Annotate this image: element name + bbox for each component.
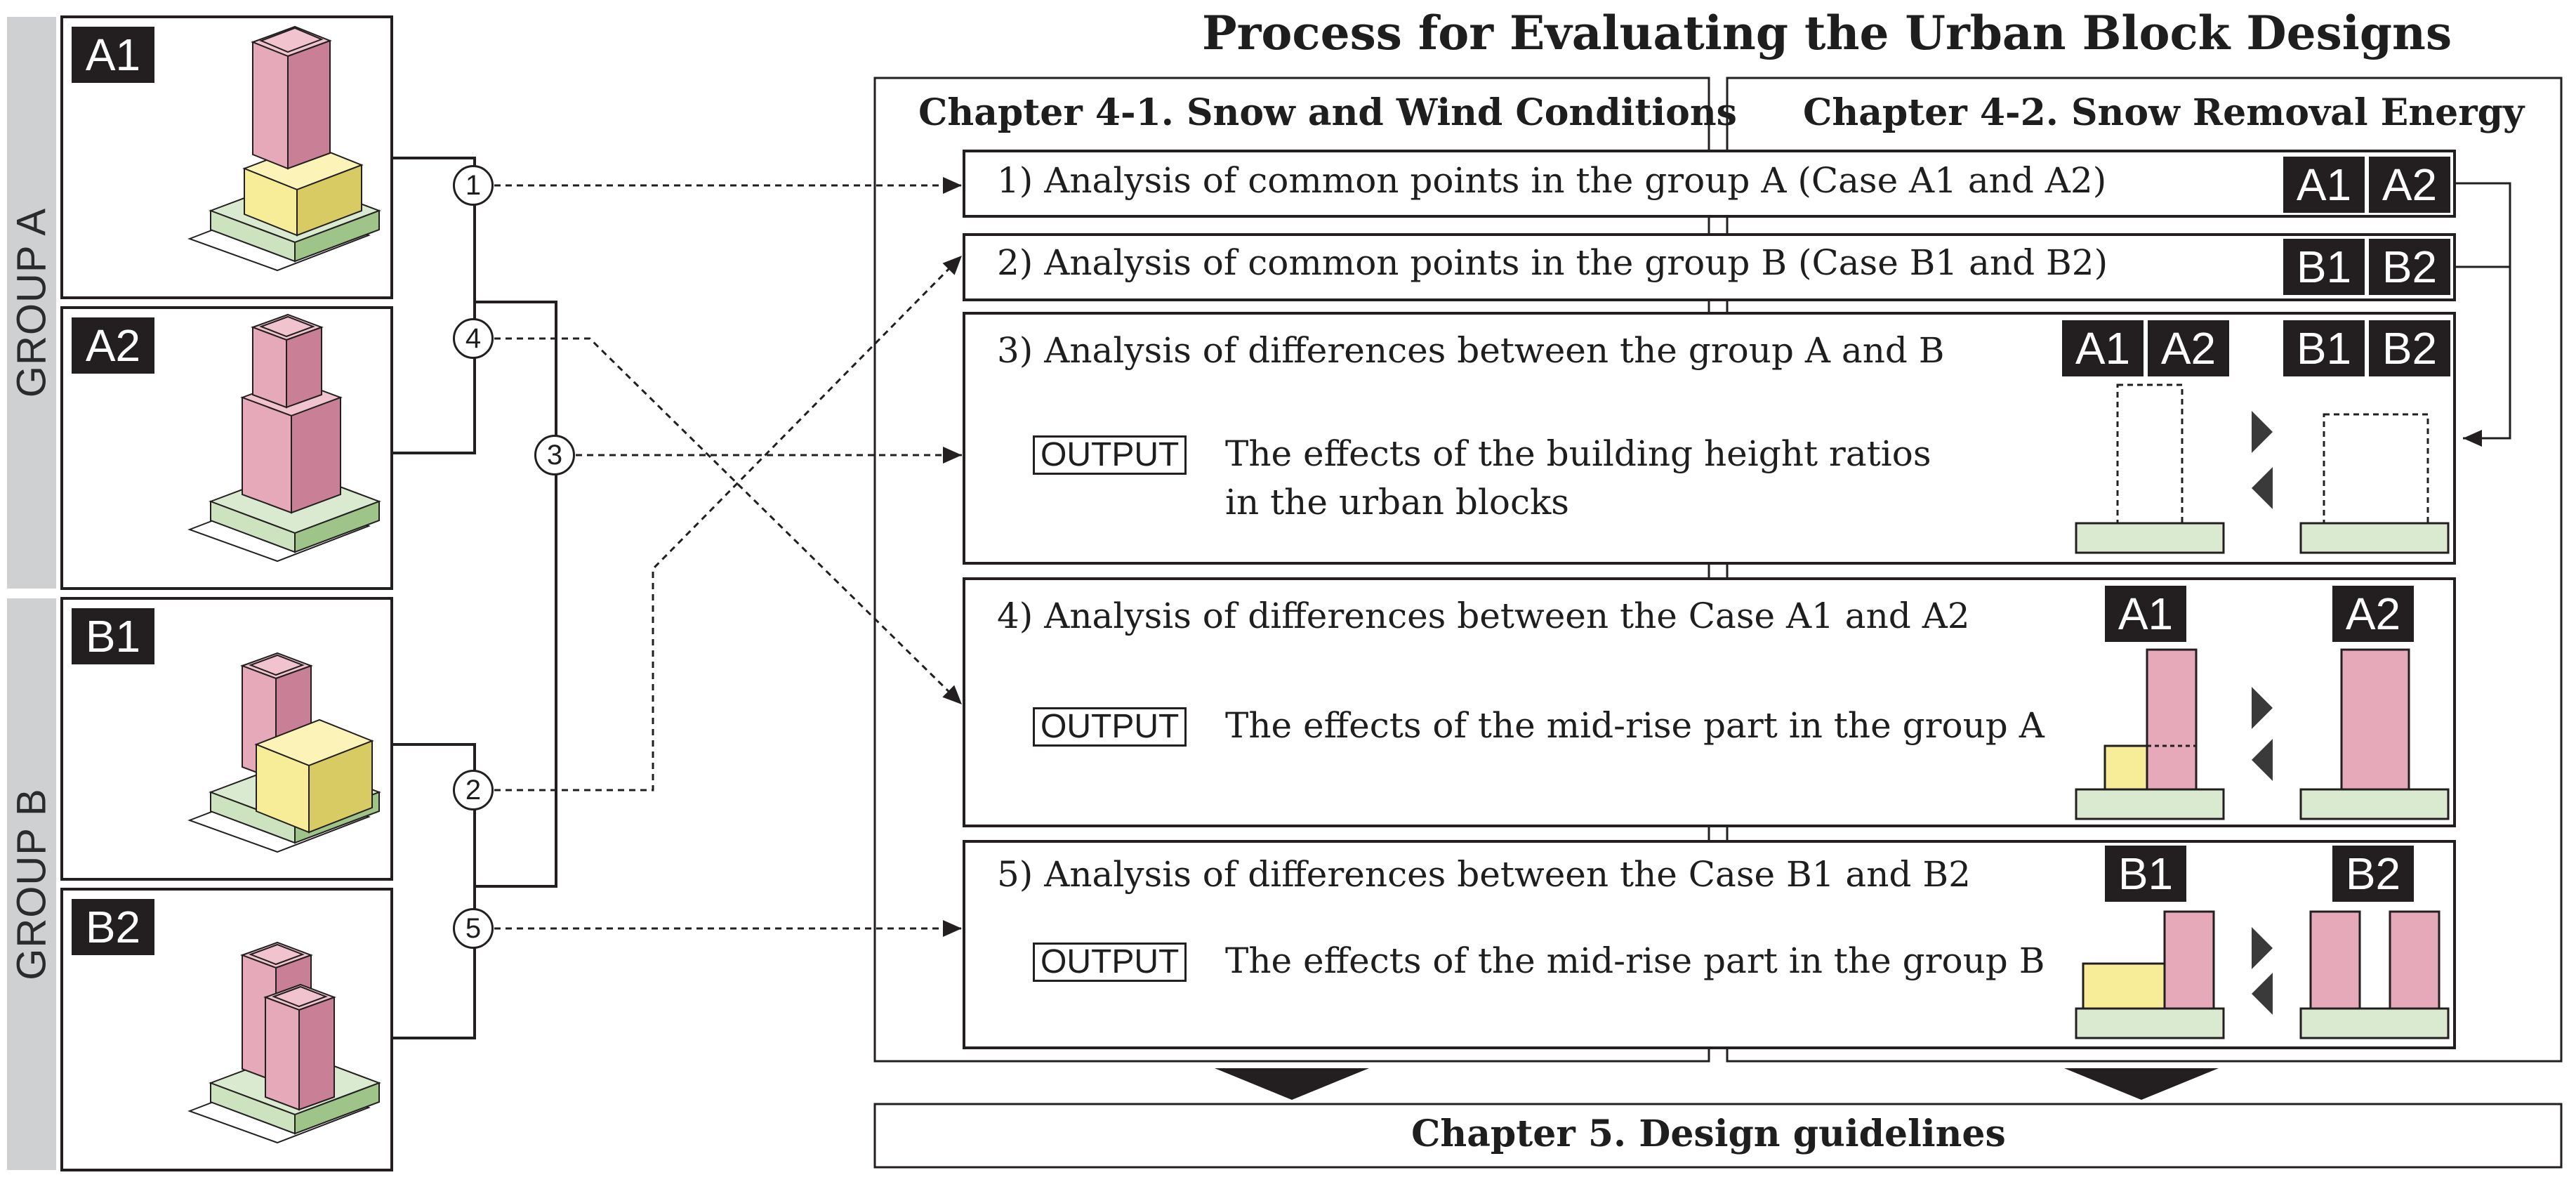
step-4-output-line-1: The effects of the mid-rise part in the group A [1225,705,2045,746]
step-4-text: 4) Analysis of differences between the Case A1 and A2 [997,596,1970,636]
case-label-b2: B2 [72,899,154,955]
step-1-text: 1) Analysis of common points in the group A (Case A1 and A2) [997,160,2107,201]
connector-circle-3: 3 [534,435,575,475]
chapter-4-1-heading: Chapter 4-1. Snow and Wind Conditions [918,91,1737,134]
diagram-title: Process for Evaluating the Urban Block Designs [1202,6,2452,60]
step-2-chip-b1: B1 [2283,239,2365,295]
feedback-bracket [2455,183,2510,438]
step-2-text: 2) Analysis of common points in the group B (Case B1 and B2) [997,242,2108,283]
down-arrow-left [1215,1068,1369,1100]
step-5-output-label: OUTPUT [1033,943,1187,982]
dashed-arrows [494,185,962,928]
step-2-chip-b2: B2 [2369,239,2450,295]
step-3-output-label: OUTPUT [1033,435,1187,475]
connector-circle-4: 4 [453,318,494,359]
step-3-chip-b2: B2 [2369,320,2450,376]
step-3-text: 3) Analysis of differences between the group A and B [997,330,1945,371]
chapter-4-2-heading: Chapter 4-2. Snow Removal Energy [1803,91,2525,134]
step-3-output-line-1: The effects of the building height ratios [1225,433,1931,474]
group-b-bar [7,598,56,1170]
chapter-5-heading: Chapter 5. Design guidelines [1411,1112,2006,1155]
step-3-chip-a2: A2 [2148,320,2229,376]
case-label-a2: A2 [72,317,154,374]
step-4-output-label: OUTPUT [1033,707,1187,747]
step-3-output-line-2: in the urban blocks [1225,482,1569,523]
step-3-chip-a1: A1 [2062,320,2144,376]
step-3-chip-b1: B1 [2283,320,2365,376]
step-5-chip-b1: B1 [2105,846,2186,902]
group-a-bar [7,17,56,589]
group-a-label: GROUP A [8,207,55,398]
step-5-output-line-1: The effects of the mid-rise part in the group B [1225,940,2045,981]
step-1-chip-a2: A2 [2369,157,2450,213]
step-1-chip-a1: A1 [2283,157,2365,213]
step-4-chip-a1: A1 [2105,586,2186,642]
step-5-text: 5) Analysis of differences between the Case B1 and B2 [997,854,1971,895]
group-b-label: GROUP B [8,788,55,980]
connector-circle-2: 2 [453,770,494,810]
case-label-a1: A1 [72,27,154,83]
step-5-chip-b2: B2 [2332,846,2414,902]
down-arrow-right [2064,1068,2219,1100]
case-label-b1: B1 [72,608,154,664]
group-brackets [392,158,556,1038]
connector-circle-1: 1 [453,165,494,206]
connector-circle-5: 5 [453,908,494,949]
step-4-chip-a2: A2 [2332,586,2414,642]
